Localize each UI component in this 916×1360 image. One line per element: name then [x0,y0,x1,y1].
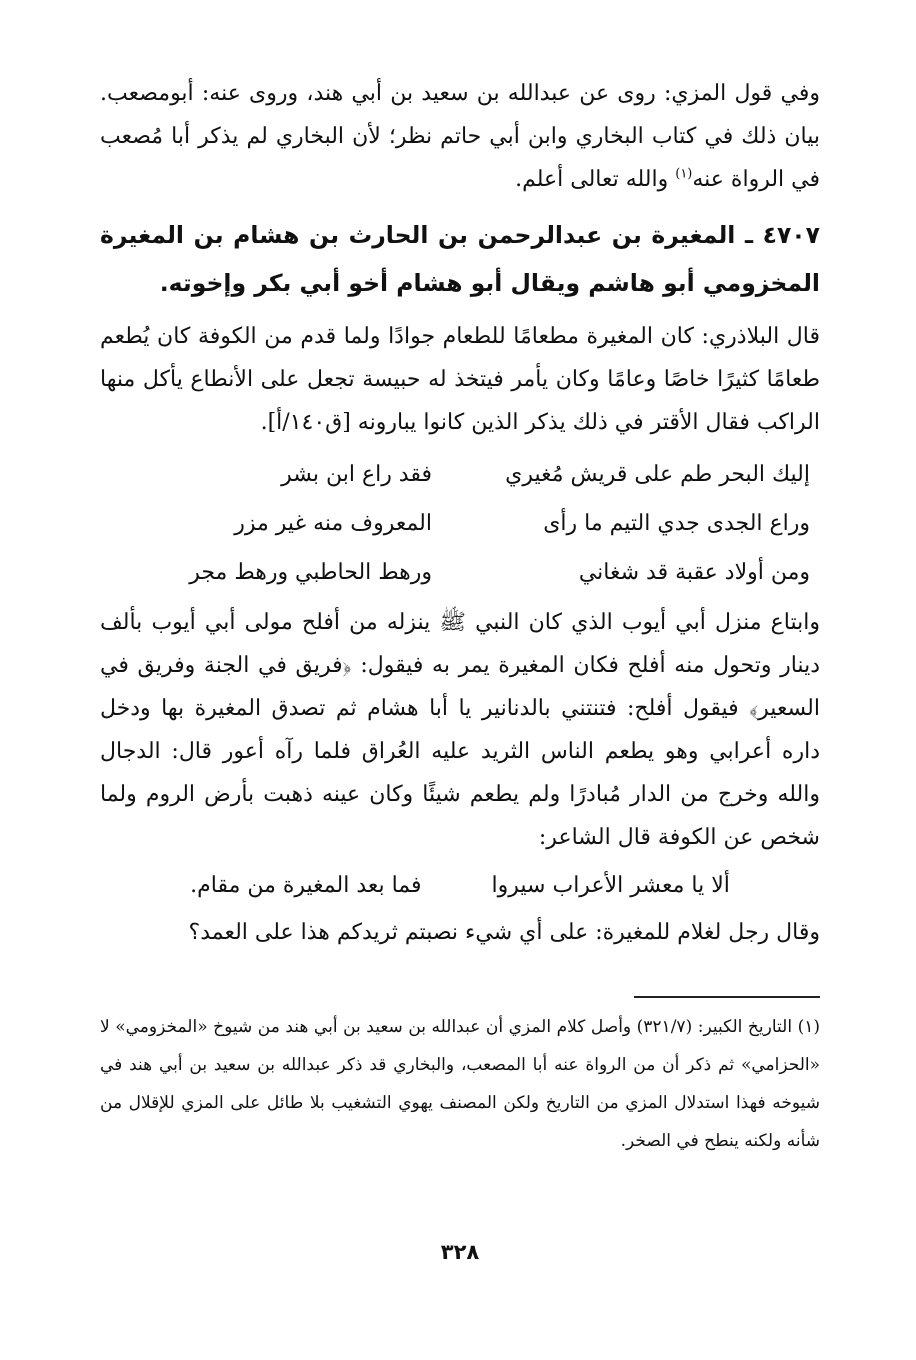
paragraph-baladhuri: قال البلاذري: كان المغيرة مطعامًا للطعام جوادًا ولما قدم من الكوفة كان يُطعم طعامًا كثيرًا خاصًا وعامًا وكان يأمر فيتخذ له حبيسة تجعل على الأنطاع يأكل منها الراكب فقال الأقتر في ذلك يذكر الذين كانوا يبارونه [ق١٤٠/أ]. [100,324,820,435]
single-verse [100,859,820,911]
book-page [100,72,820,1264]
single-verse-first-hemistich: ألا يا معشر الأعراب سيروا [491,872,730,898]
poem-verse [100,499,820,548]
paragraph-intro-text: وفي قول المزي: روى عن عبدالله بن سعيد بن أبي هند، وروى عنه: أبومصعب. بيان ذلك في كتاب البخاري وابن أبي حاتم نظر؛ لأن البخاري لم يذكر أبا مُصعب في الرواة عنه [100,81,820,192]
verse-second-hemistich: ورهط الحاطبي ورهط مجر [189,560,432,585]
paragraph-abu-ayyub: وابتاع منزل أبي أيوب الذي كان النبي ﷺ ينزله من أفلح مولى أبي أيوب بألف دينار وتحول منه أفلح فكان المغيرة يمر به فيقول: ﴿فريق في الجنة وفريق في السعير﴾ فيقول أفلح: فتنتني بالدنانير يا أبا هشام ثم تصدق المغيرة بها ودخل داره أعرابي وهو يطعم الناس الثريد عليه العُراق فلما رآه أعور قال: الدجال والله وخرج من الدار مُبادرًا ولم يطعم شيئًا وكان عينه ذهبت بأرض الروم ولما شخص عن الكوفة قال الشاعر: [100,610,820,850]
page-number: ٣٢٨ [440,1240,480,1264]
verse-first-hemistich: وراع الجدى جدي التيم ما رأى [543,511,810,536]
poem [100,450,820,597]
verse-first-hemistich: إليك البحر طم على قريش مُغيري [505,462,810,487]
entry-heading: ٤٧٠٧ ـ المغيرة بن عبدالرحمن بن الحارث بن هشام بن المغيرة المخزومي أبو هاشم ويقال أبو هشام أخو أبي بكر وإخوته. [100,221,820,297]
footnote-reference: (١) [675,166,693,182]
paragraph-intro [100,72,820,201]
poem-verse [100,548,820,597]
footnote-separator [634,996,820,998]
poem-verse [100,450,820,499]
paragraph-last: وقال رجل لغلام للمغيرة: على أي شيء نصبتم ثريدكم هذا على العمد؟ [188,920,820,945]
verse-second-hemistich: المعروف منه غير مزر [234,511,432,536]
paragraph-intro-ending: والله تعالى أعلم. [515,167,676,192]
footnote: (١) التاريخ الكبير: (٣٢١/٧) وأصل كلام المزي أن عبدالله بن سعيد بن أبي هند من شيوخ «المخزومي» لا «الحزامي» ثم ذكر أن من الرواة عنه أبا المصعب، والبخاري قد ذكر عبدالله بن سعيد بن أبي هند في شيوخه فهذا استدلال المزي من التاريخ ولكن المصنف يهوي التشغيب بلا طائل على المزي للإقلال من شأنه ولكنه ينطح في الصخر. [100,1017,820,1151]
verse-first-hemistich: ومن أولاد عقبة قد شغاني [578,560,810,585]
verse-second-hemistich: فقد راع ابن بشر [281,462,432,487]
single-verse-second-hemistich: فما بعد المغيرة من مقام. [190,872,422,898]
